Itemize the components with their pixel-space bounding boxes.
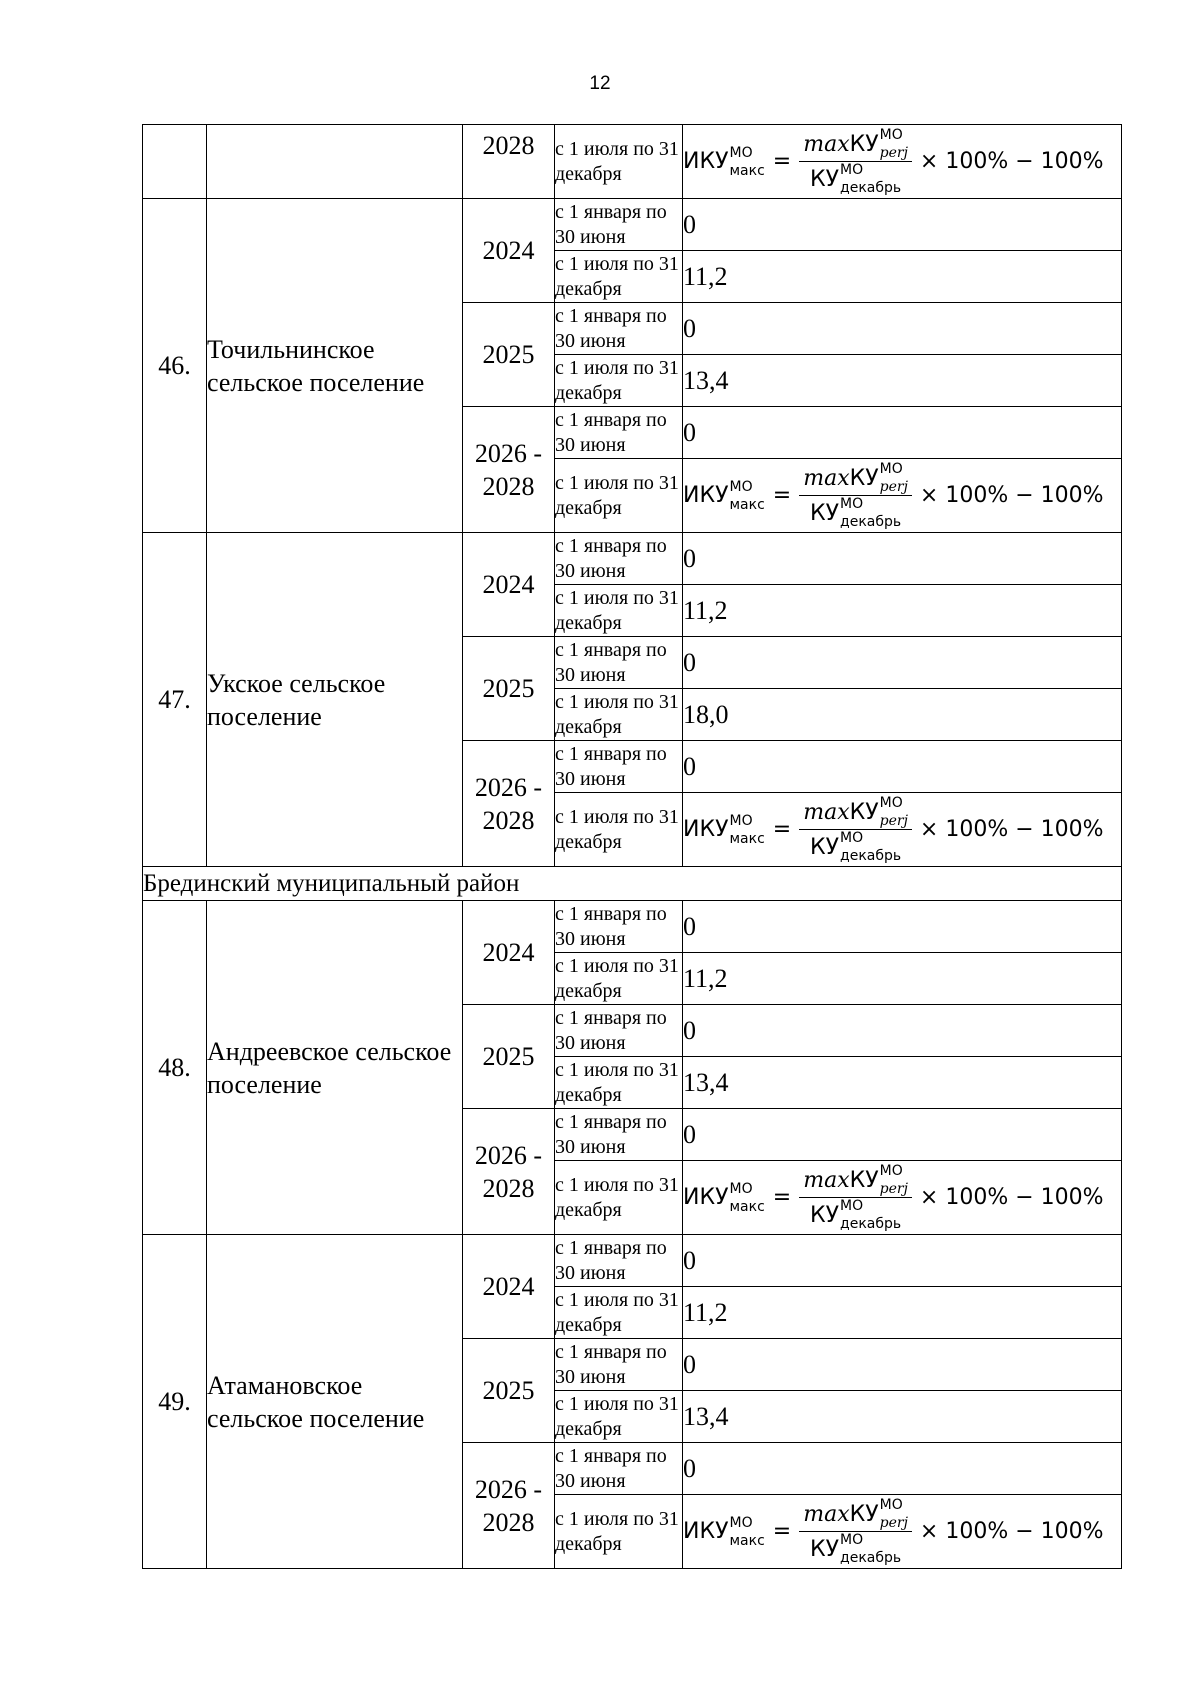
formula-lhs: ИКУ [683, 483, 729, 508]
period-cell: с 1 января по 30 июня [555, 1005, 683, 1057]
index-value: 0 [683, 901, 1122, 953]
index-value: 11,2 [683, 1287, 1122, 1339]
index-formula: ИКУ МО макс = max КУ МО perj КУ МО декабрь × 100% − 100% [683, 1163, 1104, 1232]
period-cell: с 1 января по 30 июня [555, 303, 683, 355]
table-row [143, 1235, 1122, 1287]
year-cell: 2028 [463, 125, 555, 199]
year-cell: 2025 [463, 303, 555, 407]
period-cell: с 1 января по 30 июня [555, 407, 683, 459]
year-cell: 2026 - 2028 [463, 741, 555, 867]
year-cell: 2024 [463, 533, 555, 637]
row-number-cell [143, 125, 207, 199]
period-cell: с 1 июля по 31 декабря [555, 585, 683, 637]
formula-cell [683, 125, 1122, 199]
period-cell: с 1 июля по 31 декабря [555, 1391, 683, 1443]
formula-lhs: ИКУ [683, 149, 729, 174]
year-cell: 2024 [463, 199, 555, 303]
period-cell: с 1 января по 30 июня [555, 741, 683, 793]
year-cell: 2026 - 2028 [463, 1443, 555, 1569]
index-value: 0 [683, 407, 1122, 459]
period-cell: с 1 июля по 31 декабря [555, 1161, 683, 1235]
year-cell: 2024 [463, 901, 555, 1005]
table-row [143, 199, 1122, 251]
formula-fraction: max КУ МО perj КУ МО декабрь [799, 1500, 912, 1563]
index-formula: ИКУ МО макс = max КУ МО perj КУ МО декабрь × 100% − 100% [683, 127, 1104, 196]
formula-fraction: max КУ МО perj КУ МО декабрь [799, 464, 912, 527]
index-value: 0 [683, 533, 1122, 585]
index-value: 0 [683, 199, 1122, 251]
period-cell: с 1 июля по 31 декабря [555, 1057, 683, 1109]
index-value: 0 [683, 1443, 1122, 1495]
district-name: Брединский муниципальный район [143, 867, 1122, 901]
index-value: 0 [683, 303, 1122, 355]
settlement-name: Точильнинское сельское поселение [207, 199, 463, 533]
period-cell: с 1 января по 30 июня [555, 1443, 683, 1495]
index-value: 11,2 [683, 585, 1122, 637]
formula-lhs: ИКУ [683, 1185, 729, 1210]
index-value: 0 [683, 637, 1122, 689]
formula-cell [683, 459, 1122, 533]
period-cell: с 1 января по 30 июня [555, 1339, 683, 1391]
index-value: 11,2 [683, 953, 1122, 1005]
formula-lhs: ИКУ [683, 1519, 729, 1544]
district-row [143, 867, 1122, 901]
period-cell: с 1 июля по 31 декабря [555, 355, 683, 407]
formula-cell [683, 1161, 1122, 1235]
index-value: 18,0 [683, 689, 1122, 741]
period-cell: с 1 января по 30 июня [555, 901, 683, 953]
formula-fraction: max КУ МО perj КУ МО декабрь [799, 798, 912, 861]
period-cell: с 1 июля по 31 декабря [555, 1495, 683, 1569]
index-formula: ИКУ МО макс = max КУ МО perj КУ МО декабрь × 100% − 100% [683, 1497, 1104, 1566]
formula-cell [683, 1495, 1122, 1569]
year-cell: 2025 [463, 1005, 555, 1109]
index-value: 0 [683, 1235, 1122, 1287]
row-number: 46. [143, 199, 207, 533]
row-number: 48. [143, 901, 207, 1235]
year-cell: 2026 - 2028 [463, 407, 555, 533]
table-row [143, 125, 1122, 199]
formula-fraction: max КУ МО perj КУ МО декабрь [799, 130, 912, 193]
formula-lhs: ИКУ [683, 817, 729, 842]
row-number: 49. [143, 1235, 207, 1569]
formula-fraction: max КУ МО perj КУ МО декабрь [799, 1166, 912, 1229]
page-number: 12 [589, 73, 611, 94]
index-value: 13,4 [683, 1391, 1122, 1443]
year-cell: 2024 [463, 1235, 555, 1339]
period-cell: с 1 июля по 31 декабря [555, 953, 683, 1005]
index-formula: ИКУ МО макс = max КУ МО perj КУ МО декабрь × 100% − 100% [683, 461, 1104, 530]
period-cell: с 1 января по 30 июня [555, 199, 683, 251]
index-formula: ИКУ МО макс = max КУ МО perj КУ МО декабрь × 100% − 100% [683, 795, 1104, 864]
index-value: 11,2 [683, 251, 1122, 303]
table-row [143, 901, 1122, 953]
period-cell: с 1 января по 30 июня [555, 637, 683, 689]
index-value: 0 [683, 1005, 1122, 1057]
formula-cell [683, 793, 1122, 867]
period-cell: с 1 июля по 31 декабря [555, 459, 683, 533]
period-cell: с 1 июля по 31 декабря [555, 1287, 683, 1339]
period-cell: с 1 июля по 31 декабря [555, 251, 683, 303]
settlement-name-cell [207, 125, 463, 199]
index-value: 0 [683, 741, 1122, 793]
index-value: 13,4 [683, 1057, 1122, 1109]
table-row [143, 533, 1122, 585]
period-cell: с 1 января по 30 июня [555, 1109, 683, 1161]
index-value: 13,4 [683, 355, 1122, 407]
tariff-table [142, 124, 1122, 1569]
index-value: 0 [683, 1339, 1122, 1391]
year-cell: 2026 - 2028 [463, 1109, 555, 1235]
period-cell: с 1 июля по 31 декабря [555, 793, 683, 867]
period-cell: с 1 июля по 31 декабря [555, 689, 683, 741]
index-value: 0 [683, 1109, 1122, 1161]
period-cell: с 1 января по 30 июня [555, 1235, 683, 1287]
row-number: 47. [143, 533, 207, 867]
period-cell: с 1 января по 30 июня [555, 533, 683, 585]
period-cell: с 1 июля по 31 декабря [555, 125, 683, 199]
settlement-name: Атамановское сельское поселение [207, 1235, 463, 1569]
year-cell: 2025 [463, 637, 555, 741]
settlement-name: Укское сельское поселение [207, 533, 463, 867]
year-cell: 2025 [463, 1339, 555, 1443]
settlement-name: Андреевское сельское поселение [207, 901, 463, 1235]
